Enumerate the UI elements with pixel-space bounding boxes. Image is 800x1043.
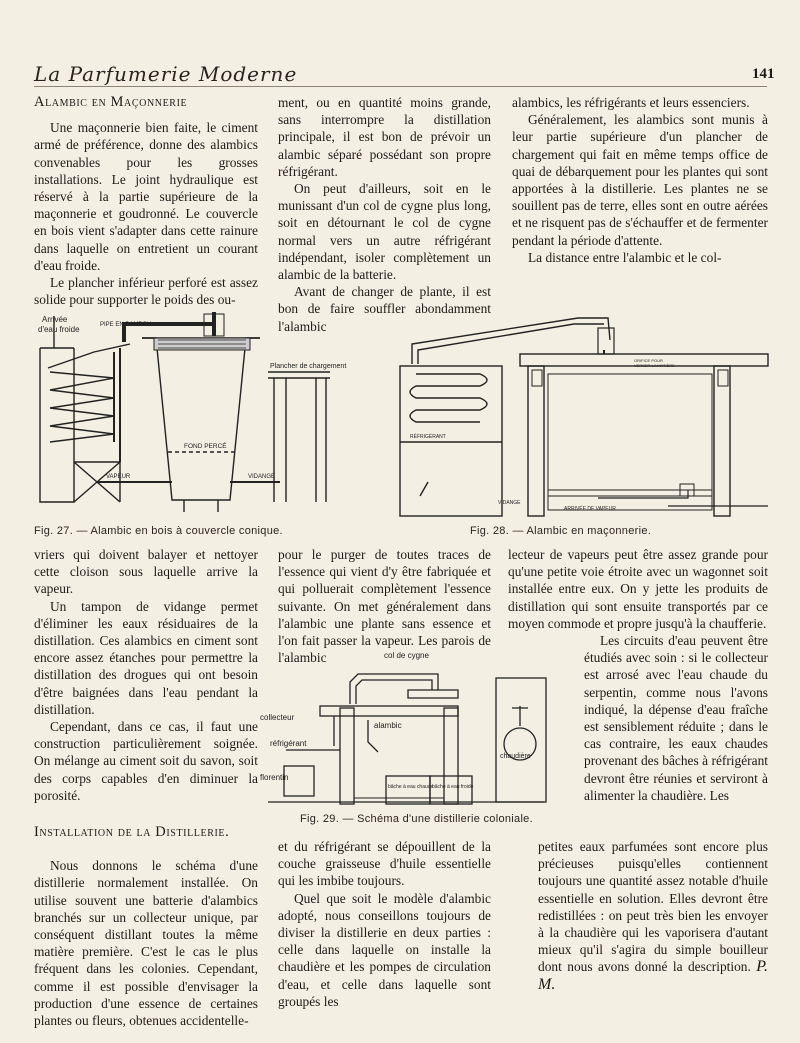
fig29-label-bache-chaude: bâche à eau chaude: [388, 784, 434, 790]
column-3-bottom-upper: [508, 546, 768, 632]
figure-28-diagram: [398, 314, 770, 520]
column-1-bottom: [34, 546, 258, 1029]
paragraph: Avant de changer de plante, il est bon de faire souffler abondamment l'alambic: [278, 284, 491, 334]
paragraph: La distance entre l'alambic et le col-: [528, 249, 722, 265]
fig27-label-pipe: PIPE EN BAMBOU: [100, 322, 152, 328]
fig28-label-orifice: ORIFICE POUR: [634, 358, 663, 363]
figure-27-diagram: [34, 312, 347, 518]
paragraph: Le plancher inférieur perforé est assez solide pour supporter le poids des ou-: [34, 275, 258, 308]
section-heading-alambic: Alambic en Maçonnerie: [34, 94, 188, 110]
figure-29-caption: Fig. 29. — Schéma d'une distillerie coloniale.: [300, 813, 533, 825]
fig29-label-alambic: alambic: [374, 721, 402, 730]
paragraph: Les circuits d'eau peuvent être étudiés avec soin : si le collecteur est arrosé avec l'eau chaude du serpentin, comme nous l'avons indiqué, la dépense d'eau fraîche est sensiblement réduite ; dans le cas contraire, les eaux chaudes provenant des bâches à réfrigérant devront être réunies et serviront à alimenter la chaudière. Les: [584, 633, 768, 803]
fig29-label-chaudiere: chaudière: [500, 753, 531, 760]
paragraph: lecteur de vapeurs peut être assez grande pour qu'une petite voie étroite avec un wagonnet soit installée entre eux. On y jette les produits de distillation qui sont ensuite transportés par ce moyen commode et propre jusqu'à la chaufferie.: [508, 547, 768, 631]
fig29-label-refrigerant: réfrigérant: [270, 739, 307, 748]
section-heading-installation: Installation de la Distillerie.: [34, 824, 230, 841]
fig27-label-vapeur: VAPEUR: [106, 474, 131, 480]
fig27-label-fond: FOND PERCÉ: [184, 443, 227, 450]
figure-29-diagram: [258, 646, 550, 808]
column-2-top: [278, 94, 491, 335]
paragraph: Quel que soit le modèle d'alambic adopté, nous conseillons toujours de diviser la distillerie en deux parties : celle dans laquelle on installe la chaudière et les pompes de circulation d'eau, et celle dans laquelle sont groupés les: [278, 890, 491, 1009]
fig29-label-florentin: florentin: [260, 773, 289, 782]
paragraph: Cependant, dans ce cas, il faut une construction particulièrement soignée. On mélange au ciment soit du savon, soit des corps capables d'en diminuer la porosité.: [34, 719, 258, 803]
header-rule: [34, 86, 767, 87]
fig28-label-arrivee-vapeur: ARRIVÉE DE VAPEUR: [564, 506, 616, 512]
fig29-label-bache-froide: bâche à eau froide: [432, 784, 474, 790]
column-1-top: [34, 94, 258, 308]
paragraph: et du réfrigérant se dépouillent de la couche graisseuse d'huile essentielle qui les imbibe toujours.: [278, 839, 491, 889]
paragraph-text: petites eaux parfumées sont encore plus précieuses puisqu'elles contiennent toujours une quantité assez notable d'huile essentielle en solution. Elles devront être redistillées : on peut très bien les envoyer à la chaudière qui les vaporisera d'autant mieux qu'il s'agira du simple bouilleur dont nous avons donné la description.: [538, 839, 768, 975]
fig27-label-eau-froide: d'eau froide: [38, 325, 80, 334]
paragraph: ment, ou en quantité moins grande, sans interrompre la distillation principale, il est bon de prévoir un alambic séparé possédant son propre réfrigérant.: [278, 95, 491, 179]
paragraph: Un tampon de vidange permet d'éliminer les eaux résiduaires de la distillation. Ces alambics en ciment sont encore assez étanches pour permettre la distillation des drogues qui ont besoin d'être baignées dans l'eau pendant la distillation.: [34, 598, 258, 717]
paragraph: Nous donnons le schéma d'une distillerie normalement installée. On utilise souvent une batterie d'alambics branchés sur un collecteur unique, par conséquent distillant toutes la même matière première. C'est le cas le plus fréquent dans les colonies. Cependant, comme il est possible d'envisager la production d'une essence de certaines plantes ou fleurs, obtenues accidentelle-: [34, 858, 258, 1029]
fig27-label-vidange: VIDANGE: [248, 474, 276, 480]
column-3-bottom-wrap: [584, 632, 768, 804]
fig29-label-col-cygne: col de cygne: [384, 651, 429, 660]
paragraph: vriers qui doivent balayer et nettoyer cette cloison sous laquelle arrive la vapeur.: [34, 547, 258, 597]
paragraph: alambics, les réfrigérants et leurs essenciers.: [512, 95, 750, 110]
page-number: 141: [752, 66, 775, 82]
fig29-label-collecteur: collecteur: [260, 713, 295, 722]
fig28-label-refrigerant: RÉFRIGÉRANT: [410, 434, 446, 440]
author-signature: P. M.: [538, 958, 768, 993]
fig27-label-plancher: Plancher de chargement: [270, 363, 347, 370]
paragraph: Une maçonnerie bien faite, le ciment armé de préférence, donne des alambics convenables pour les grosses installations. Le joint hydraulique est réservé à la partie supérieure de la maçonnerie et goudronné. Le couvercle en bois vient s'adapter dans cette rainure dans laquelle on entretient un courant d'eau froide.: [34, 120, 258, 273]
paragraph: [538, 838, 768, 993]
column-2-bottom-lower: [278, 838, 491, 1010]
fig28-label-vidange: VIDANGE: [498, 500, 521, 506]
figure-27-caption: Fig. 27. — Alambic en bois à couvercle conique.: [34, 525, 283, 537]
figure-28-caption: Fig. 28. — Alambic en maçonnerie.: [470, 525, 652, 537]
column-3-top: [512, 94, 768, 266]
journal-title: La Parfumerie Moderne: [34, 62, 298, 86]
fig27-label-arrivee: Arrivée: [42, 315, 68, 324]
column-3-bottom-lower: [538, 838, 768, 993]
paragraph: pour le purger de toutes traces de l'essence qui vient d'y être fabriquée et qui polluerait complètement l'essence suivante. On met généralement dans l'alambic une plante sans essence et l'on fait passer la vapeur. Les parois de l'alambic: [278, 547, 491, 666]
fig28-label-verser: VERSER LA MATIÈRE: [634, 363, 675, 368]
paragraph: On peut d'ailleurs, soit en le munissant d'un col de cygne plus long, soit en détournant le col de cygne normal vers un autre réfrigérant indépendant, isoler complètement un alambic de la batterie.: [278, 181, 491, 283]
paragraph: Généralement, les alambics sont munis à leur partie supérieure d'un plancher de chargement qui fait en même temps office de quai de débarquement pour les plantes qui sont apportées à la distillerie. Les plantes ne se souillent pas de terre, elles sont en outre aérées et ne risquent pas de s'échauffer et de fermenter pendant la période d'attente.: [512, 112, 768, 248]
